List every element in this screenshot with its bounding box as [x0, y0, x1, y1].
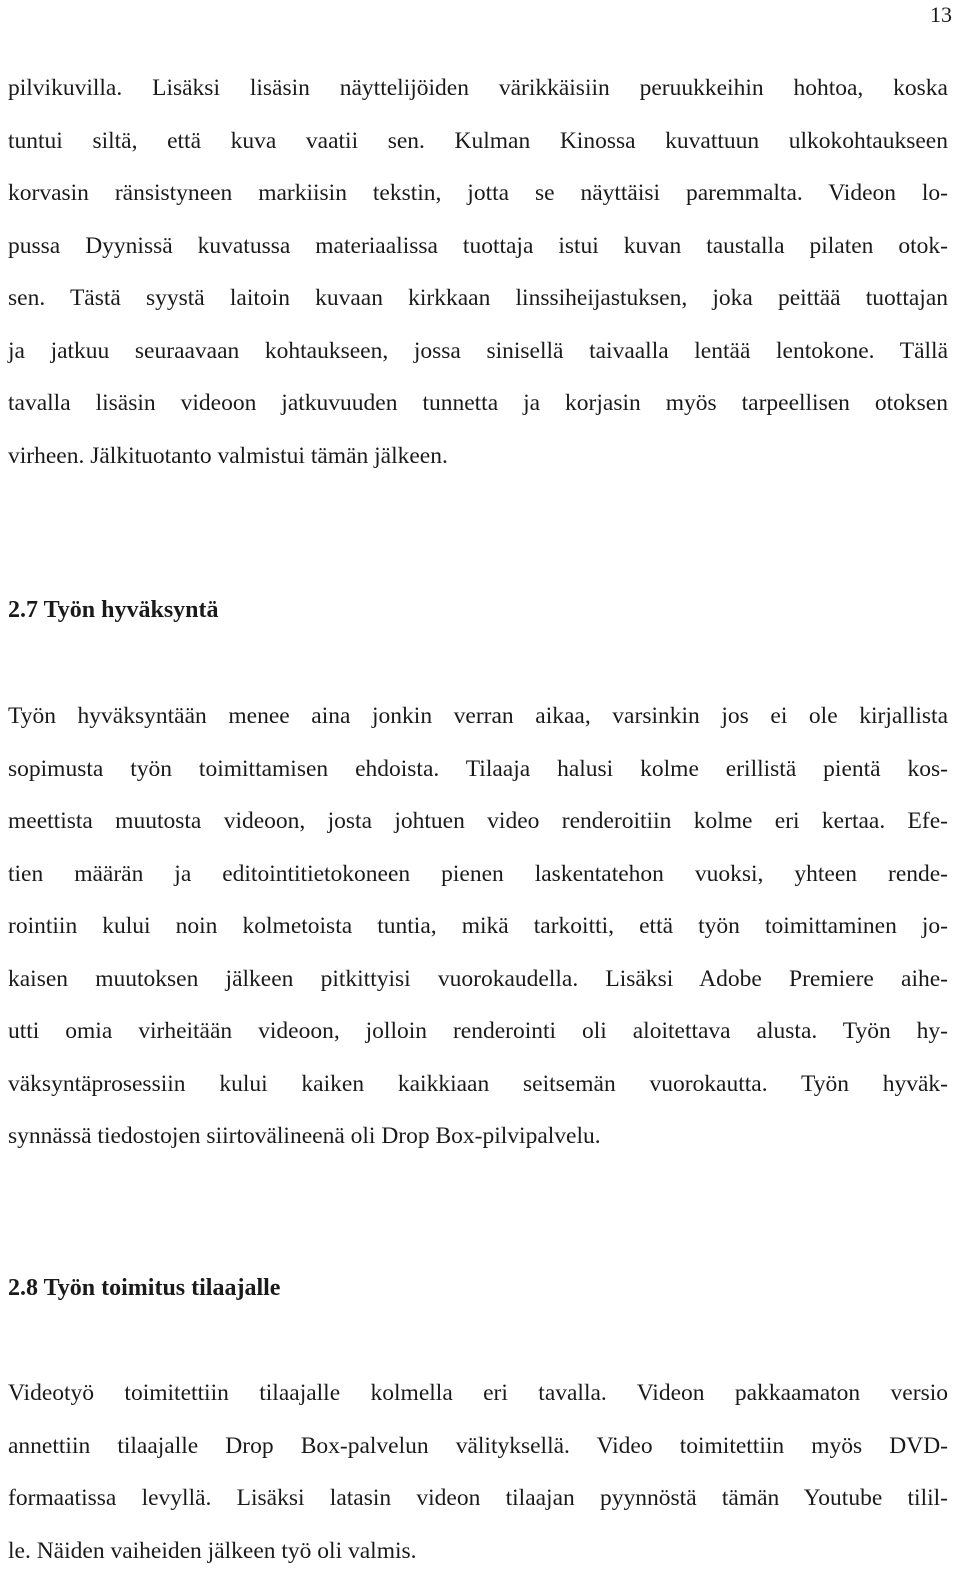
text-line: kaisen muutoksen jälkeen pitkittyisi vuorokaudella. Lisäksi Adobe Premiere aihe-: [8, 965, 948, 992]
text-line: tien määrän ja editointitietokoneen pienen laskentatehon vuoksi, yhteen rende-: [8, 860, 948, 887]
text-line: sopimusta työn toimittamisen ehdoista. Tilaaja halusi kolme erillistä pientä kos-: [8, 755, 948, 782]
text-line: synnässä tiedostojen siirtovälineenä oli Drop Box-pilvipalvelu.: [8, 1123, 601, 1149]
text-line: Työn hyväksyntään menee aina jonkin verran aikaa, varsinkin jos ei ole kirjallista: [8, 703, 948, 729]
text-line: rointiin kului noin kolmetoista tuntia, mikä tarkoitti, että työn toimittaminen jo-: [8, 913, 948, 939]
text-line: korvasin ränsistyneen markiisin tekstin, jotta se näyttäisi paremmalta. Videon lo-: [8, 180, 948, 206]
text-line: formaatissa levyllä. Lisäksi latasin videon tilaajan pyynnöstä tämän Youtube tilil-: [8, 1485, 948, 1511]
text-line: ja jatkuu seuraavaan kohtaukseen, jossa sinisellä taivaalla lentää lentokone. Tällä: [8, 337, 948, 364]
text-line: väksyntäprosessiin kului kaiken kaikkiaan seitsemän vuorokautta. Työn hyväk-: [8, 1070, 948, 1097]
text-line: sen. Tästä syystä laitoin kuvaan kirkkaan linssiheijastuksen, joka peittää tuottajan: [8, 285, 948, 311]
text-line: annettiin tilaajalle Drop Box-palvelun välityksellä. Video toimitettiin myös DVD-: [8, 1432, 948, 1459]
text-line: Videotyö toimitettiin tilaajalle kolmella eri tavalla. Videon pakkaamaton versio: [8, 1380, 948, 1406]
text-line: utti omia virheitään videoon, jolloin renderointi oli aloitettava alusta. Työn hy-: [8, 1018, 948, 1044]
text-line: le. Näiden vaiheiden jälkeen työ oli valmis.: [8, 1537, 417, 1564]
body-paragraph-2-8: [8, 1367, 948, 1577]
text-line: virheen. Jälkituotanto valmistui tämän jälkeen.: [8, 442, 448, 469]
section-heading-2-7: 2.7 Työn hyväksyntä: [8, 597, 219, 623]
section-heading-2-8: 2.8 Työn toimitus tilaajalle: [8, 1275, 281, 1301]
text-line: meettista muutosta videoon, josta johtuen video renderoitiin kolme eri kertaa. Efe-: [8, 808, 948, 834]
text-line: tuntui siltä, että kuva vaatii sen. Kulman Kinossa kuvattuun ulkokohtaukseen: [8, 127, 948, 154]
text-line: tavalla lisäsin videoon jatkuvuuden tunnetta ja korjasin myös tarpeellisen otoksen: [8, 390, 948, 416]
page-number: 13: [930, 2, 952, 27]
body-paragraph-intro: [8, 62, 948, 482]
text-line: pussa Dyynissä kuvatussa materiaalissa tuottaja istui kuvan taustalla pilaten otok-: [8, 232, 948, 259]
text-line: pilvikuvilla. Lisäksi lisäsin näyttelijöiden värikkäisiin peruukkeihin hohtoa, koska: [8, 75, 948, 101]
body-paragraph-2-7: [8, 690, 948, 1163]
